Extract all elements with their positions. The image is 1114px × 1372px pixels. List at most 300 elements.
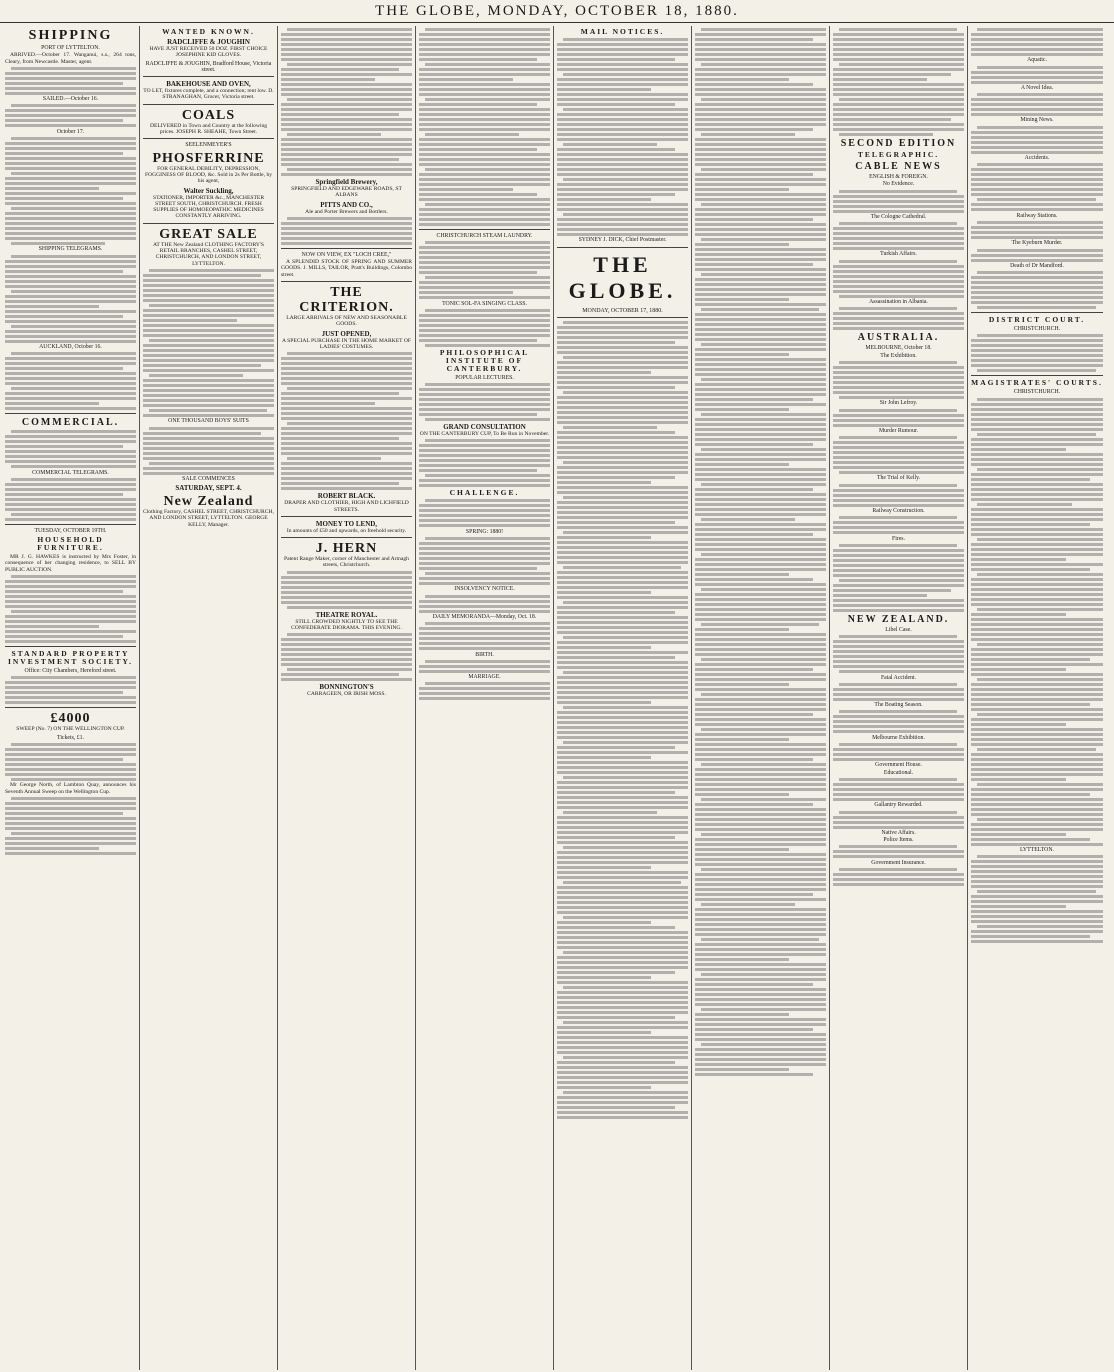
text-line	[977, 334, 1103, 337]
text-line	[977, 643, 1103, 646]
text-line	[971, 738, 1103, 741]
text-line	[839, 63, 964, 66]
text-line	[557, 123, 688, 126]
text-line	[287, 606, 412, 609]
text-line	[701, 693, 826, 696]
text-line	[419, 514, 550, 517]
ad-body: DELIVERED in Town and Country at the following prices. JOSEPH R. SHEAHE, Town Street.	[149, 122, 268, 136]
text-line	[5, 696, 136, 699]
text-line	[695, 953, 826, 956]
text-line	[143, 394, 274, 397]
text-line	[833, 554, 964, 557]
text-line	[971, 860, 1103, 863]
text-line	[281, 412, 412, 415]
text-line	[281, 452, 412, 455]
text-line	[695, 408, 789, 411]
text-line	[977, 748, 1096, 751]
text-line	[695, 1073, 813, 1076]
text-line	[419, 251, 550, 254]
ad-heading: JUST OPENED,	[321, 329, 372, 338]
text-line	[281, 377, 412, 380]
text-line	[971, 663, 1103, 666]
ad-body: SPRINGFIELD AND EDGEWARE ROADS, ST ALBANS	[291, 186, 402, 199]
ad-heading: Walter Suckling,	[183, 186, 234, 195]
text-line	[833, 265, 964, 268]
text-line	[5, 310, 136, 313]
text-line	[971, 276, 1103, 279]
subheading: Educational.	[883, 769, 914, 776]
text-line	[839, 190, 957, 193]
text-line	[557, 1086, 651, 1089]
subheading: MELBOURNE, October 18.	[865, 345, 932, 352]
text-line	[833, 855, 964, 858]
text-block	[281, 259, 412, 278]
column-divider	[971, 312, 1103, 313]
text-line	[557, 133, 688, 136]
text-line	[419, 68, 550, 71]
text-line	[287, 633, 412, 636]
text-line	[5, 407, 136, 410]
body-text-lines	[419, 595, 550, 613]
text-line	[557, 736, 688, 739]
text-line	[419, 692, 550, 695]
text-line	[281, 367, 412, 370]
text-line	[419, 183, 550, 186]
text-line	[695, 498, 826, 501]
text-line	[557, 626, 688, 629]
text-line	[143, 349, 274, 352]
text-line	[5, 109, 136, 112]
text-line	[833, 237, 964, 240]
body-text-lines	[833, 710, 964, 733]
text-line	[833, 83, 964, 86]
body-text-lines	[833, 361, 964, 399]
advertisement	[419, 423, 550, 437]
text-line	[695, 383, 826, 386]
section-heading: MAGISTRATES' COURTS.	[971, 378, 1103, 388]
text-line	[563, 391, 688, 394]
text-line	[833, 650, 964, 653]
text-line	[557, 331, 688, 334]
text-line	[281, 227, 412, 230]
subheading: Sir John Lefroy.	[879, 400, 918, 407]
ad-heading: Springfield Brewery,	[315, 178, 378, 186]
text-line	[977, 925, 1103, 928]
text-line	[419, 33, 550, 36]
text-line	[419, 128, 550, 131]
text-line	[695, 33, 826, 36]
text-line	[419, 123, 550, 126]
text-line	[11, 430, 136, 433]
ad-display-title: COALS	[181, 107, 236, 123]
text-line	[419, 256, 550, 259]
text-line	[281, 663, 412, 666]
subheading: Railway Stations.	[1016, 212, 1058, 219]
text-line	[971, 458, 1103, 461]
text-line	[5, 615, 136, 618]
text-line	[695, 603, 826, 606]
text-line	[5, 701, 136, 704]
text-line	[557, 851, 688, 854]
text-line	[695, 393, 826, 396]
text-line	[557, 521, 675, 524]
text-line	[557, 781, 688, 784]
body-text-lines	[971, 398, 1103, 846]
section-heading: COMMERCIAL.	[21, 417, 120, 429]
body-text-lines	[281, 217, 412, 245]
column-divider	[281, 281, 412, 282]
subheading: No Evidence.	[882, 181, 915, 188]
text-line	[971, 940, 1103, 943]
text-line	[695, 998, 826, 1001]
text-line	[419, 319, 550, 322]
body-text-lines	[419, 537, 550, 585]
text-line	[419, 163, 550, 166]
column-divider	[143, 223, 274, 224]
subheading: AUCKLAND, October 16.	[39, 343, 102, 350]
text-line	[971, 359, 1103, 362]
text-line	[557, 401, 688, 404]
text-line	[557, 696, 688, 699]
text-line	[839, 811, 957, 814]
subheading: SEELENMEYER'S	[185, 142, 232, 149]
text-line	[557, 53, 688, 56]
paragraph: ARRIVED.—October 17. Wanganui, s.s., 264 tons, Cleary, from Newcastle. Master, agent.	[5, 52, 136, 65]
text-line	[971, 413, 1103, 416]
subheading: INSOLVENCY NOTICE.	[454, 586, 515, 593]
text-line	[701, 483, 826, 486]
text-line	[5, 402, 99, 405]
text-line	[833, 531, 964, 534]
body-text-lines	[5, 137, 136, 245]
text-line	[695, 48, 826, 51]
text-line	[5, 82, 123, 85]
text-line	[833, 645, 964, 648]
text-line	[971, 693, 1103, 696]
text-line	[695, 1048, 826, 1051]
text-line	[557, 981, 688, 984]
column-divider	[5, 707, 136, 708]
body-text-lines	[281, 633, 412, 681]
text-line	[833, 798, 964, 801]
text-line	[833, 850, 964, 853]
body-text-lines	[419, 28, 550, 226]
text-line	[563, 1091, 688, 1094]
text-line	[833, 504, 964, 507]
text-line	[557, 386, 675, 389]
text-line	[557, 546, 688, 549]
text-line	[287, 98, 412, 101]
ad-body: Ale and Porter Brewers and Bottlers.	[305, 208, 388, 215]
text-line	[425, 168, 550, 171]
text-line	[281, 173, 412, 176]
text-line	[839, 222, 957, 225]
text-line	[419, 73, 550, 76]
text-line	[5, 275, 136, 278]
text-line	[419, 329, 550, 332]
text-line	[977, 306, 1096, 309]
text-line	[833, 609, 964, 612]
text-line	[833, 715, 964, 718]
text-line	[281, 88, 412, 91]
text-line	[143, 329, 274, 332]
text-line	[5, 182, 136, 185]
text-line	[695, 508, 826, 511]
body-text-lines	[833, 544, 964, 612]
text-line	[977, 783, 1103, 786]
text-line	[557, 681, 688, 684]
text-line	[5, 691, 123, 694]
text-line	[971, 453, 1103, 456]
text-line	[563, 846, 688, 849]
text-line	[419, 148, 537, 151]
text-line	[977, 713, 1103, 716]
text-line	[5, 167, 136, 170]
text-line	[143, 472, 274, 475]
text-line	[5, 362, 136, 365]
text-line	[971, 623, 1103, 626]
text-line	[5, 285, 136, 288]
text-line	[695, 93, 826, 96]
text-line	[971, 833, 1066, 836]
text-line	[695, 838, 826, 841]
body-text-lines	[5, 67, 136, 95]
text-line	[557, 836, 675, 839]
text-line	[419, 261, 550, 264]
text-line	[695, 813, 826, 816]
text-line	[971, 920, 1103, 923]
subheading: Assassination in Albania.	[869, 299, 928, 306]
text-line	[557, 876, 688, 879]
text-line	[425, 241, 550, 244]
text-line	[557, 1081, 688, 1084]
text-line	[833, 73, 951, 76]
text-line	[839, 98, 964, 101]
text-line	[419, 43, 550, 46]
text-line	[695, 178, 826, 181]
text-line	[281, 432, 412, 435]
ad-heading: BONNINGTON'S	[319, 683, 374, 692]
text-line	[143, 389, 274, 392]
text-line	[833, 227, 964, 230]
text-line	[5, 270, 123, 273]
text-line	[695, 828, 826, 831]
text-line	[557, 906, 688, 909]
text-line	[563, 601, 688, 604]
body-text-lines	[971, 249, 1103, 262]
text-line	[833, 589, 951, 592]
text-line	[557, 1031, 651, 1034]
column-divider	[419, 229, 550, 230]
text-line	[281, 601, 412, 604]
text-line	[419, 173, 550, 176]
text-line	[833, 446, 964, 449]
text-line	[971, 349, 1103, 352]
text-line	[695, 83, 813, 86]
body-text-lines	[419, 241, 550, 299]
text-line	[557, 556, 688, 559]
text-line	[971, 793, 1090, 796]
text-line	[557, 856, 688, 859]
text-line	[971, 173, 1103, 176]
text-line	[701, 798, 826, 801]
text-line	[557, 616, 688, 619]
text-line	[839, 743, 957, 746]
text-line	[281, 596, 412, 599]
text-line	[419, 271, 537, 274]
advertisement	[281, 683, 412, 697]
text-line	[977, 221, 1103, 224]
text-line	[563, 108, 688, 111]
text-line	[557, 721, 688, 724]
advertisement	[143, 38, 274, 59]
body-text-lines	[5, 575, 136, 643]
text-line	[557, 826, 688, 829]
text-line	[281, 83, 412, 86]
text-line	[281, 447, 412, 450]
text-line	[557, 576, 688, 579]
text-line	[695, 198, 826, 201]
body-text-lines	[971, 126, 1103, 154]
text-line	[833, 821, 964, 824]
text-line	[695, 703, 826, 706]
text-line	[557, 896, 688, 899]
text-line	[281, 138, 412, 141]
text-line	[5, 315, 123, 318]
text-line	[839, 544, 957, 547]
text-line	[695, 453, 826, 456]
text-line	[11, 387, 136, 390]
text-line	[977, 678, 1103, 681]
text-block	[5, 52, 136, 65]
advertisement	[281, 201, 412, 215]
text-line	[839, 396, 964, 399]
text-line	[557, 163, 688, 166]
text-line	[563, 671, 688, 674]
text-line	[695, 68, 826, 71]
text-line	[557, 491, 688, 494]
text-line	[833, 108, 964, 111]
text-line	[557, 691, 688, 694]
text-line	[971, 151, 1103, 154]
text-line	[557, 381, 688, 384]
body-text-lines	[833, 307, 964, 330]
text-line	[833, 128, 964, 131]
text-line	[839, 260, 957, 263]
text-line	[5, 450, 136, 453]
text-line	[563, 776, 688, 779]
text-line	[701, 168, 826, 171]
column-7	[830, 26, 968, 1370]
text-line	[833, 604, 964, 607]
subheading: SAILED.—October 16.	[42, 96, 99, 103]
text-line	[695, 608, 826, 611]
text-line	[971, 578, 1103, 581]
text-line	[833, 698, 964, 701]
text-line	[557, 1036, 688, 1039]
text-line	[5, 202, 136, 205]
text-line	[5, 392, 136, 395]
text-line	[701, 938, 819, 941]
body-text-lines	[833, 635, 964, 673]
text-line	[833, 118, 951, 121]
text-line	[695, 593, 826, 596]
text-line	[149, 304, 274, 307]
section-heading: AUSTRALIA.	[857, 332, 940, 344]
body-text-lines	[971, 93, 1103, 116]
ad-body: ON THE CANTERBURY CUP, To Be Run in November.	[419, 431, 550, 438]
subheading: NOW ON VIEW, EX "LOCH CREE,"	[301, 251, 392, 258]
text-line	[557, 591, 651, 594]
text-line	[839, 635, 957, 638]
text-line	[971, 141, 1103, 144]
text-line	[695, 893, 813, 896]
text-line	[557, 816, 688, 819]
text-line	[287, 668, 412, 671]
ad-body: STILL CROWDED NIGHTLY TO SEE THE CONFEDERATE DIORAMA. THIS EVENING.	[291, 618, 402, 632]
text-line	[971, 203, 1103, 206]
text-line	[833, 499, 964, 502]
text-line	[149, 339, 274, 342]
advertisement	[143, 80, 274, 101]
text-line	[839, 471, 964, 474]
text-line	[971, 533, 1103, 536]
text-line	[971, 653, 1103, 656]
text-line	[5, 753, 136, 756]
ad-body: FOR GENERAL DEBILITY, DEPRESSION, FOGGINESS OF BLOOD, &c. Sold in 2s Per Bottle, by his agent,	[144, 165, 273, 185]
text-line	[695, 803, 813, 806]
text-line	[977, 28, 1103, 31]
text-line	[977, 608, 1103, 611]
body-text-lines	[833, 868, 964, 886]
body-text-lines	[833, 778, 964, 801]
subheading: The Exhibition.	[880, 352, 917, 359]
text-line	[695, 213, 826, 216]
text-line	[419, 413, 537, 416]
advertisement	[281, 330, 412, 351]
text-line	[971, 548, 1103, 551]
paragraph: MR J. G. HAWKES is instructed by Mrs Foster, in consequence of her changing residence, to SELL BY PUBLIC AUCTION.	[5, 554, 136, 573]
text-line	[971, 613, 1066, 616]
text-line	[971, 208, 1103, 211]
body-text-lines	[971, 163, 1103, 211]
text-line	[557, 871, 688, 874]
subheading: October 17.	[56, 128, 85, 135]
text-line	[563, 881, 681, 884]
text-line	[977, 503, 1072, 506]
subheading: COMMERCIAL TELEGRAMS.	[32, 469, 109, 476]
text-line	[419, 600, 550, 603]
text-line	[5, 372, 136, 375]
text-line	[833, 793, 964, 796]
text-line	[281, 222, 412, 225]
columns	[2, 26, 1112, 1370]
subheading: MARRIAGE.	[468, 674, 501, 681]
text-line	[839, 516, 957, 519]
text-line	[833, 200, 964, 203]
text-line	[695, 1023, 826, 1026]
text-line	[971, 703, 1090, 706]
text-line	[149, 462, 274, 465]
text-line	[419, 213, 550, 216]
text-line	[281, 103, 412, 106]
text-line	[287, 457, 381, 460]
text-line	[5, 77, 136, 80]
text-line	[287, 28, 412, 31]
text-line	[425, 133, 519, 136]
text-line	[833, 494, 964, 497]
text-line	[833, 275, 964, 278]
